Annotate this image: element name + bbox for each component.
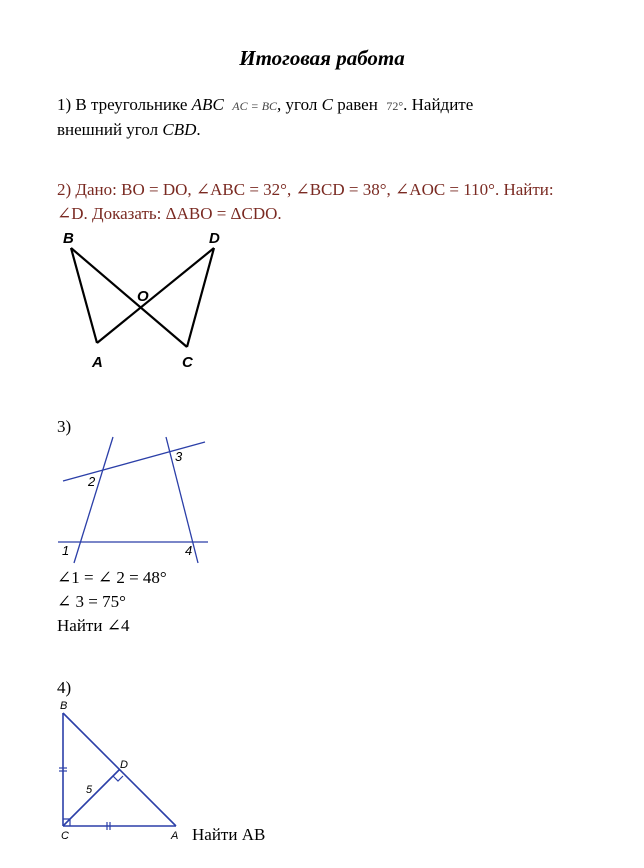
segment-AD: [97, 248, 214, 343]
problem-1-text-b: , угол: [277, 95, 322, 114]
label-A4: A: [171, 830, 179, 842]
problem-3-given-1: ∠1 = ∠ 2 = 48°: [57, 568, 167, 587]
angle-label-2: 2: [88, 474, 96, 489]
problem-1-text-c: равен: [332, 95, 383, 114]
equality-image: AC = BC: [232, 99, 278, 113]
angle-label-4: 4: [185, 543, 193, 558]
problem-1-text-f: .: [196, 120, 201, 139]
line-left: [74, 437, 113, 563]
segment-BA: [71, 248, 97, 343]
angle-label-3: 3: [175, 449, 183, 464]
label-O: O: [137, 288, 149, 305]
label-D: D: [209, 230, 220, 247]
problem-3-find: Найти ∠4: [57, 616, 130, 635]
label-B: B: [63, 230, 74, 247]
vertex-name: C: [321, 95, 333, 114]
angle-label-1: 1: [62, 543, 70, 558]
segment-length: 5: [86, 784, 93, 796]
figure-4: [59, 713, 176, 830]
segment-BC: [71, 248, 187, 347]
problem-2-line-2: ∠D. Доказать: ΔABO = ΔCDO.: [57, 204, 282, 223]
problem-3-number: 3): [57, 417, 72, 436]
problem-1-number: 1): [57, 95, 72, 114]
label-D4: D: [120, 759, 128, 771]
segment-DC: [187, 248, 214, 347]
line-top: [63, 442, 205, 481]
label-C4: C: [61, 830, 69, 842]
label-B4: B: [60, 700, 68, 712]
problem-2-line-1: 2) Дано: BO = DO, ∠ABC = 32°, ∠BCD = 38°, ∠AOC = 110°. Найти:: [57, 180, 554, 199]
target-angle: CBD: [162, 120, 197, 139]
problem-1-text-a: В треугольнике: [71, 95, 192, 114]
problem-4-number: 4): [57, 678, 72, 697]
page-title: Итоговая работа: [239, 46, 405, 70]
problem-1-text-d: . Найдите: [403, 95, 474, 114]
problem-4-find: Найти AB: [192, 825, 266, 844]
problem-3-given-2: ∠ 3 = 75°: [57, 592, 126, 611]
angle-image: 72°: [386, 99, 404, 113]
problem-1-text-e: внешний угол: [57, 120, 163, 139]
segment-CD: [63, 769, 120, 826]
label-C: C: [182, 354, 193, 371]
right-angle-D: [113, 776, 123, 781]
label-A: A: [92, 354, 103, 371]
triangle-name: ABC: [191, 95, 224, 114]
